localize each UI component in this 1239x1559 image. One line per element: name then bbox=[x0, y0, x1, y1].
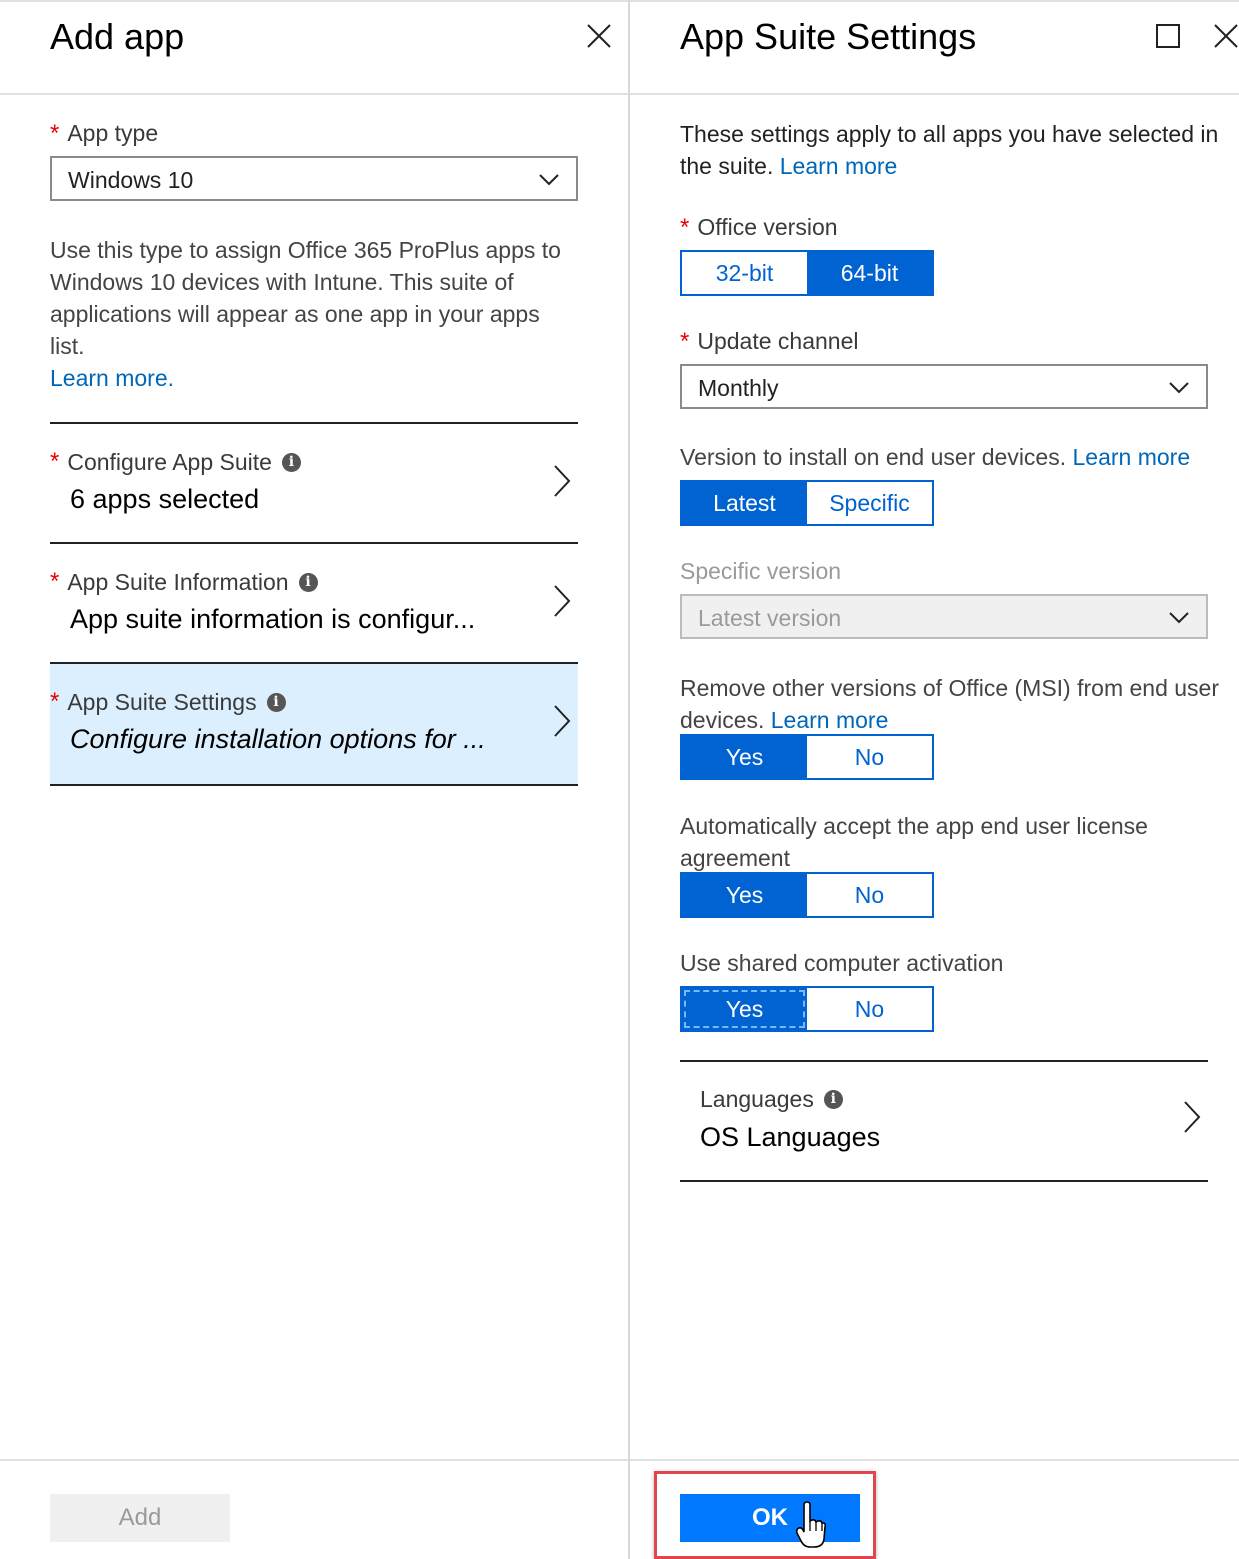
languages-row[interactable] bbox=[680, 1060, 1208, 1182]
description-text: Use this type to assign Office 365 ProPlus apps to Windows 10 devices with Intune. This suite of applications will appear as one app in your apps list. bbox=[50, 237, 561, 359]
app-type-description bbox=[50, 234, 580, 394]
shared-activation-toggle bbox=[680, 986, 934, 1032]
specific-version-select[interactable] bbox=[680, 594, 1208, 639]
accept-eula-label: Automatically accept the app end user license agreement bbox=[680, 813, 1148, 871]
intro-text-block bbox=[680, 118, 1220, 182]
app-suite-information-value: App suite information is configur... bbox=[70, 604, 476, 634]
app-suite-settings-label-row bbox=[50, 688, 286, 716]
add-app-footer bbox=[0, 1459, 628, 1559]
version-latest-option[interactable]: Latest bbox=[682, 482, 807, 524]
info-icon[interactable]: i bbox=[282, 453, 301, 472]
add-app-header bbox=[0, 2, 628, 95]
configure-app-suite-value: 6 apps selected bbox=[70, 484, 260, 514]
chevron-down-icon bbox=[538, 168, 560, 190]
app-suite-settings-label: App Suite Settings bbox=[67, 688, 257, 715]
add-app-title: Add app bbox=[50, 16, 185, 57]
intro-text: These settings apply to all apps you have selected in the suite. bbox=[680, 121, 1219, 179]
languages-label: Languages bbox=[700, 1086, 814, 1112]
maximize-icon[interactable] bbox=[1154, 22, 1182, 50]
chevron-right-icon bbox=[552, 584, 572, 618]
update-channel-value: Monthly bbox=[698, 375, 779, 401]
remove-msi-label: Remove other versions of Office (MSI) from end user devices. bbox=[680, 675, 1219, 733]
remove-msi-learn-more-link[interactable]: Learn more bbox=[770, 707, 889, 733]
office-version-64bit-option[interactable]: 64-bit bbox=[807, 252, 932, 294]
app-suite-information-row[interactable] bbox=[50, 542, 578, 663]
office-version-toggle bbox=[680, 250, 934, 296]
app-suite-settings-blade bbox=[630, 0, 1239, 1559]
app-suite-information-label: App Suite Information bbox=[67, 568, 289, 595]
accept-eula-toggle bbox=[680, 872, 934, 918]
ok-button[interactable]: OK bbox=[680, 1494, 860, 1542]
chevron-right-icon bbox=[552, 464, 572, 498]
shared-activation-label: Use shared computer activation bbox=[680, 950, 1004, 976]
app-suite-settings-value: Configure installation options for ... bbox=[70, 724, 486, 754]
accept-eula-no-option[interactable]: No bbox=[807, 874, 932, 916]
info-icon[interactable]: i bbox=[824, 1090, 843, 1109]
add-button[interactable]: Add bbox=[50, 1494, 230, 1542]
required-mark: * bbox=[50, 448, 60, 475]
chevron-right-icon bbox=[1182, 1100, 1202, 1134]
intro-learn-more-link[interactable]: Learn more bbox=[779, 153, 898, 179]
required-mark: * bbox=[50, 568, 60, 595]
shared-activation-yes-option[interactable]: Yes bbox=[682, 988, 807, 1030]
version-install-toggle bbox=[680, 480, 934, 526]
specific-version-label: Specific version bbox=[680, 558, 842, 584]
info-icon[interactable]: i bbox=[267, 693, 286, 712]
update-channel-label: Update channel bbox=[697, 328, 859, 354]
required-mark: * bbox=[50, 120, 60, 147]
chevron-down-icon bbox=[1168, 376, 1190, 398]
hand-cursor-icon bbox=[796, 1501, 826, 1549]
update-channel-select[interactable] bbox=[680, 364, 1208, 409]
remove-msi-label-row bbox=[680, 672, 1220, 736]
languages-label-row bbox=[700, 1086, 843, 1113]
app-type-label: App type bbox=[67, 120, 159, 146]
learn-more-link[interactable]: Learn more. bbox=[50, 365, 175, 391]
languages-value: OS Languages bbox=[700, 1122, 881, 1152]
app-type-select[interactable] bbox=[50, 156, 578, 201]
remove-msi-toggle bbox=[680, 734, 934, 780]
office-version-label-row bbox=[680, 214, 838, 242]
shared-activation-no-option[interactable]: No bbox=[807, 988, 932, 1030]
app-suite-settings-header bbox=[630, 2, 1239, 95]
app-type-label-row bbox=[50, 120, 158, 148]
office-version-32bit-option[interactable]: 32-bit bbox=[682, 252, 807, 294]
required-mark: * bbox=[680, 214, 690, 241]
close-icon[interactable] bbox=[585, 22, 613, 50]
info-icon[interactable]: i bbox=[299, 573, 318, 592]
app-type-value: Windows 10 bbox=[68, 167, 194, 193]
chevron-down-icon bbox=[1168, 606, 1190, 628]
app-suite-information-label-row bbox=[50, 568, 318, 596]
required-mark: * bbox=[50, 688, 60, 715]
app-suite-settings-footer bbox=[630, 1459, 1239, 1559]
version-install-label: Version to install on end user devices. bbox=[680, 444, 1067, 470]
version-install-label-row bbox=[680, 444, 1190, 471]
chevron-right-icon bbox=[552, 704, 572, 738]
close-icon[interactable] bbox=[1212, 22, 1239, 50]
version-specific-option[interactable]: Specific bbox=[807, 482, 932, 524]
remove-msi-yes-option[interactable]: Yes bbox=[682, 736, 807, 778]
configure-app-suite-label-row bbox=[50, 448, 301, 476]
app-suite-settings-row[interactable] bbox=[50, 662, 578, 786]
update-channel-label-row bbox=[680, 328, 858, 356]
office-version-label: Office version bbox=[697, 214, 838, 240]
specific-version-value: Latest version bbox=[698, 605, 842, 631]
required-mark: * bbox=[680, 328, 690, 355]
remove-msi-no-option[interactable]: No bbox=[807, 736, 932, 778]
configure-app-suite-label: Configure App Suite bbox=[67, 448, 272, 475]
configure-app-suite-row[interactable] bbox=[50, 422, 578, 543]
accept-eula-yes-option[interactable]: Yes bbox=[682, 874, 807, 916]
version-install-learn-more-link[interactable]: Learn more bbox=[1072, 444, 1191, 470]
app-suite-settings-title: App Suite Settings bbox=[680, 16, 977, 57]
